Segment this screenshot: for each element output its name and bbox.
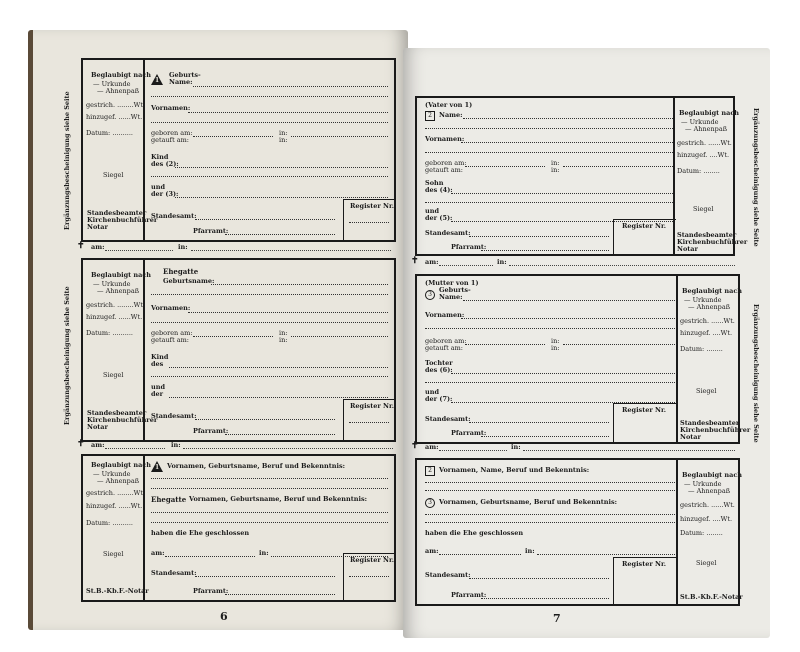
attestation-column: Beglaubigt nach — Urkunde — Ahnenpaß gestrich. ......Wt. hinzugef. ....Wt. Datum: ........ Siegel St.B.-Kb.F.-Notar (676, 460, 738, 604)
number-3-circle-icon: 3 (425, 290, 435, 300)
attestation-column: Beglaubigt nach — Urkunde — Ahnenpaß gestrich. ........Wt. hinzugef. ......Wt. Datum: .......... Siegel St.B.-Kb.F.-Notar (83, 456, 145, 600)
right-page: Ergänzungsbescheinigung siehe Seite Ergänzungsbescheinigung siehe Seite (Vater von 1) 2 Name: Vornamen: geboren am: getauft am: in: in: Sohn des (4): und der (5): Standesamt: Pfarramt: Register Nr. Beglaubigt nach — Urkunde — Ahnenpaß gestrich. ......Wt. hinzugef. ....Wt. Datum: ........ Siegel Standesbeamter Kirchenbuchführer Notar ✝ am: in: (Mutter von 1) 3 Geburts- Name: Vornamen: geboren am: getauft am: in: in: Tochter des (6): und der (7): Standesamt: Pfarramt: Register Nr. Beglaubigt nach — Urkunde — Ahnenpaß gestrich. ......Wt. hinzugef. ....Wt. Datum: ........ Siegel Standesbeamter Kirchenbuchführer Notar ✝ am: in: 2 Vornamen, Name, Beruf und Bekenntnis: 3 Vornamen, Geburtsname, Beruf und Bekenntnis: haben die Ehe geschlossen am: in: Standesamt: Pfarramt: Register Nr. Beglaubigt nach — Urkunde — Ahnenpaß gestrich. ......Wt. hinzugef. ....Wt. Datum: ........ Siegel St.B.-Kb.F.-Notar 7 (403, 48, 770, 638)
attestation-column: Beglaubigt nach — Urkunde — Ahnenpaß gestrich. ........Wt. hinzugef. ......Wt. Datum: .......... Siegel Standesbeamter Kirchenbuchführer Notar (83, 260, 145, 440)
register-cell: Register Nr. (613, 403, 678, 442)
father-birth-box: (Vater von 1) 2 Name: Vornamen: geboren am: getauft am: in: in: Sohn des (4): und der (5): Standesamt: Pfarramt: Register Nr. Beglaubigt nach — Urkunde — Ahnenpaß gestrich. ......Wt. hinzugef. ....Wt. Datum: ........ Siegel Standesbeamter Kirchenbuchführer Notar (415, 96, 735, 256)
side-note-top: Ergänzungsbescheinigung siehe Seite (63, 91, 71, 230)
person-1-birth-box: Beglaubigt nach — Urkunde — Ahnenpaß gestrich. ........Wt. hinzugef. ......Wt. Datum: .......... Siegel Standesbeamter Kirchenbuchführer Notar 1 Geburts- Name: Vornamen: geboren am: getauft am: in: in: Kind des (2): und der (3): Standesamt: Pfarramt: Register Nr. (81, 58, 396, 242)
death-cross-icon: ✝ (77, 439, 85, 449)
register-cell: Register Nr. (343, 199, 394, 240)
death-cross-icon: ✝ (411, 256, 419, 266)
parents-marriage-box: 2 Vornamen, Name, Beruf und Bekenntnis: 3 Vornamen, Geburtsname, Beruf und Bekenntnis: haben die Ehe geschlossen am: in: Standesamt: Pfarramt: Register Nr. Beglaubigt nach — Urkunde — Ahnenpaß gestrich. ......Wt. hinzugef. ....Wt. Datum: ........ Siegel St.B.-Kb.F.-Notar (415, 458, 740, 606)
death-cross-icon: ✝ (411, 441, 419, 451)
number-2-box-icon: 2 (425, 111, 435, 121)
death-cross-icon: ✝ (77, 241, 85, 251)
mother-birth-box: (Mutter von 1) 3 Geburts- Name: Vornamen: geboren am: getauft am: in: in: Tochter des (6): und der (7): Standesamt: Pfarramt: Register Nr. Beglaubigt nach — Urkunde — Ahnenpaß gestrich. ......Wt. hinzugef. ....Wt. Datum: ........ Siegel Standesbeamter Kirchenbuchführer Notar (415, 274, 740, 444)
attestation-column: Beglaubigt nach — Urkunde — Ahnenpaß gestrich. ......Wt. hinzugef. ....Wt. Datum: ........ Siegel Standesbeamter Kirchenbuchführer Notar (676, 276, 738, 442)
attestation-column: Beglaubigt nach — Urkunde — Ahnenpaß gestrich. ........Wt. hinzugef. ......Wt. Datum: .......... Siegel Standesbeamter Kirchenbuchführer Notar (83, 60, 145, 240)
marriage-box: Beglaubigt nach — Urkunde — Ahnenpaß gestrich. ........Wt. hinzugef. ......Wt. Datum: .......... Siegel St.B.-Kb.F.-Notar 1 Vornamen, Geburtsname, Beruf und Bekenntnis: Ehegatte Vornamen, Geburtsname, Beruf und Bekenntnis: haben die Ehe geschlossen am: in: Standesamt: Pfarramt: Register Nr. (81, 454, 396, 602)
side-note-top: Ergänzungsbescheinigung siehe Seite (752, 108, 760, 247)
side-note-middle: Ergänzungsbescheinigung siehe Seite (752, 304, 760, 443)
page-number: 6 (220, 610, 228, 623)
number-2-box-icon: 2 (425, 466, 435, 476)
warning-triangle-icon: 1 (151, 461, 163, 472)
register-cell: Register Nr. (343, 553, 394, 600)
side-note-middle: Ergänzungsbescheinigung siehe Seite (63, 286, 71, 425)
register-cell: Register Nr. (343, 399, 394, 440)
register-cell: Register Nr. (613, 219, 676, 254)
attestation-column: Beglaubigt nach — Urkunde — Ahnenpaß gestrich. ......Wt. hinzugef. ....Wt. Datum: ........ Siegel Standesbeamter Kirchenbuchführer Notar (673, 98, 733, 254)
register-cell: Register Nr. (613, 557, 678, 604)
number-3-circle-icon: 3 (425, 498, 435, 508)
left-page: Ergänzungsbescheinigung siehe Seite Ergänzungsbescheinigung siehe Seite Beglaubigt nach — Urkunde — Ahnenpaß gestrich. ........Wt. hinzugef. ......Wt. Datum: .......... Siegel Standesbeamter Kirchenbuchführer Notar 1 Geburts- Name: Vornamen: geboren am: getauft am: in: in: Kind des (2): und der (3): Standesamt: Pfarramt: Register Nr. ✝ am: in: Beglaubigt nach — Urkunde — Ahnenpaß gestrich. ........Wt. hinzugef. ......Wt. Datum: .......... Siegel Standesbeamter Kirchenbuchführer Notar Ehegatte Geburtsname: Vornamen: geboren am: getauft am: in: in: Kind des und der Standesamt: Pfarramt: Register Nr. ✝ am: in: Beglaubigt nach — Urkunde — Ahnenpaß gestrich. ........Wt. hinzugef. ......Wt. Datum: .......... Siegel St.B.-Kb.F.-Notar 1 Vornamen, Geburtsname, Beruf und Bekenntnis: Ehegatte Vornamen, Geburtsname, Beruf und Bekenntnis: haben die Ehe geschlossen am: in: Standesamt: Pfarramt: Register Nr. 6 (28, 30, 408, 630)
warning-triangle-icon: 1 (151, 74, 163, 85)
page-number: 7 (553, 612, 561, 625)
spouse-birth-box: Beglaubigt nach — Urkunde — Ahnenpaß gestrich. ........Wt. hinzugef. ......Wt. Datum: .......... Siegel Standesbeamter Kirchenbuchführer Notar Ehegatte Geburtsname: Vornamen: geboren am: getauft am: in: in: Kind des und der Standesamt: Pfarramt: Register Nr. (81, 258, 396, 442)
